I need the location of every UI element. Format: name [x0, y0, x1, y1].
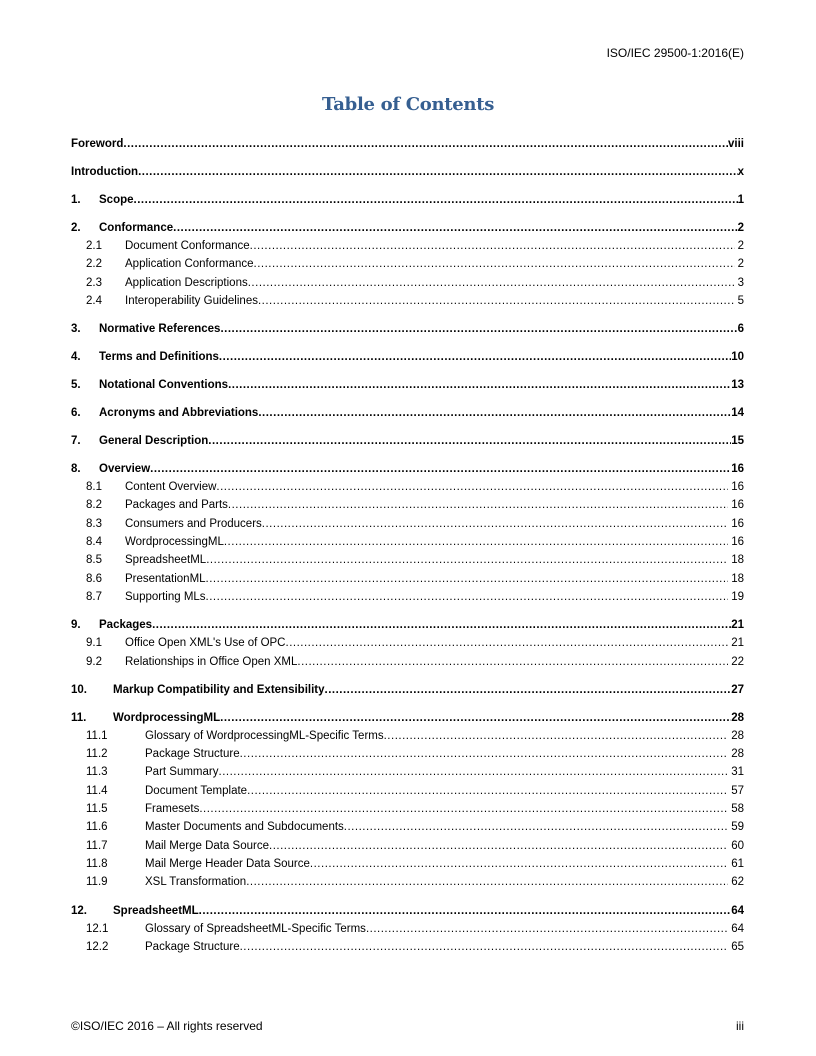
dot-leader [216, 478, 728, 496]
toc-entry-number: 8.2 [86, 499, 102, 512]
toc-subentry[interactable] [71, 634, 744, 652]
toc-entry[interactable] [71, 320, 744, 338]
toc-subentry[interactable] [71, 551, 744, 569]
toc-entry-title: Conformance [99, 222, 174, 234]
dot-leader [206, 570, 729, 588]
toc-entry-number: 11.2 [86, 748, 108, 761]
toc-entry-page: 65 [731, 940, 744, 953]
toc-entry-title: Consumers and Producers [125, 517, 262, 530]
page-footer [71, 1019, 744, 1033]
toc-entry-number: 4. [71, 351, 81, 364]
toc-entry-page: 28 [731, 711, 744, 724]
toc-entry-number: 11.1 [86, 729, 108, 742]
dot-leader [206, 588, 729, 606]
toc-entry[interactable] [71, 616, 744, 634]
dot-leader [240, 745, 729, 763]
toc-subentry[interactable] [71, 938, 744, 956]
toc-entry-page: 31 [731, 766, 744, 779]
toc-entry-number: 2. [71, 222, 81, 234]
toc-entry-number: 8. [71, 463, 81, 476]
toc-entry-title: Package Structure [145, 940, 240, 953]
toc-entry-number: 8.1 [86, 481, 102, 494]
dot-leader [286, 634, 729, 652]
toc-entry-page: 21 [731, 619, 744, 632]
toc-entry-title: Introduction [71, 166, 139, 178]
toc-subentry[interactable] [71, 855, 744, 873]
toc-entry-page: 16 [731, 536, 744, 549]
toc-subentry[interactable] [71, 800, 744, 818]
toc-entry-title: Mail Merge Header Data Source [145, 857, 310, 870]
dot-leader [150, 460, 731, 478]
dot-leader [269, 837, 728, 855]
toc-entry-number: 11.5 [86, 803, 108, 816]
toc-entry-page: 5 [737, 294, 744, 307]
dot-leader [366, 920, 728, 938]
toc-entry-title: Document Conformance [125, 240, 250, 252]
toc-entry-title: Framesets [145, 803, 200, 816]
dot-leader [228, 496, 728, 514]
toc-entry-page: 16 [731, 463, 744, 476]
toc-subentry[interactable] [71, 745, 744, 763]
toc-entry-number: 2.3 [86, 276, 102, 289]
toc-entry-title: Application Conformance [125, 258, 254, 271]
dot-leader [310, 855, 728, 873]
toc-entry-number: 3. [71, 323, 81, 336]
toc-entry[interactable] [71, 376, 744, 394]
toc-entry-page: 18 [731, 572, 744, 585]
toc-entry-page: viii [728, 138, 744, 150]
toc-entry-page: 13 [731, 379, 744, 392]
toc-entry-page: 6 [737, 323, 744, 336]
toc-subentry[interactable] [71, 478, 744, 496]
toc-entry-title: Master Documents and Subdocuments [145, 821, 344, 834]
toc-subentry[interactable] [71, 763, 744, 781]
dot-leader [134, 191, 738, 209]
toc-subentry[interactable] [71, 818, 744, 836]
toc-entry-title: Foreword [71, 138, 124, 150]
toc-subentry[interactable] [71, 588, 744, 606]
dot-leader [344, 818, 728, 836]
toc-entry-number: 11.7 [86, 839, 108, 852]
toc-entry-page: 15 [731, 435, 744, 448]
toc-entry-number: 9.1 [86, 637, 102, 650]
toc-entry-page: 16 [731, 481, 744, 494]
toc-entry-number: 8.4 [86, 536, 102, 549]
toc-entry[interactable] [71, 219, 744, 237]
dot-leader [325, 681, 732, 699]
toc-entry-page: 21 [731, 637, 744, 650]
toc-entry-title: Glossary of SpreadsheetML-Specific Terms [145, 922, 366, 935]
toc-entry-page: 3 [737, 276, 744, 289]
dot-leader [173, 219, 737, 237]
dot-leader [240, 938, 729, 956]
toc-entry-page: x [737, 166, 744, 178]
toc-entry-page: 28 [731, 748, 744, 761]
toc-entry-title: Glossary of WordprocessingML-Specific Terms [145, 729, 384, 742]
toc-subentry[interactable] [71, 653, 744, 671]
toc-entry-title: Scope [99, 194, 134, 206]
dot-leader [219, 348, 731, 366]
dot-leader [224, 533, 728, 551]
toc-subentry[interactable] [71, 782, 744, 800]
dot-leader [258, 292, 735, 310]
toc-entry-page: 57 [731, 784, 744, 797]
toc-entry-title: Application Descriptions [125, 276, 248, 289]
toc-entry-title: PresentationML [125, 572, 206, 585]
toc-subentry[interactable] [71, 533, 744, 551]
table-of-contents [71, 135, 744, 956]
toc-subentry[interactable] [71, 920, 744, 938]
dot-leader [138, 163, 738, 181]
toc-entry-number: 11.6 [86, 821, 108, 834]
toc-subentry[interactable] [71, 837, 744, 855]
toc-entry-number: 11.8 [86, 857, 108, 870]
toc-entry-page: 2 [737, 222, 744, 234]
dot-leader [123, 135, 728, 153]
toc-entry-title: Overview [99, 463, 151, 476]
toc-entry-number: 8.3 [86, 517, 102, 530]
toc-entry-page: 64 [731, 904, 744, 917]
toc-subentry[interactable] [71, 727, 744, 745]
toc-entry-page: 2 [737, 240, 744, 252]
dot-leader [258, 404, 731, 422]
toc-entry-title: XSL Transformation [145, 876, 247, 889]
toc-subentry[interactable] [71, 873, 744, 891]
toc-entry-number: 8.5 [86, 554, 102, 567]
toc-entry-page: 14 [731, 407, 744, 420]
toc-entry-title: Content Overview [125, 481, 217, 494]
toc-entry-title: Notational Conventions [99, 379, 229, 392]
toc-entry-number: 12. [71, 904, 87, 917]
toc-entry-number: 9.2 [86, 655, 102, 668]
toc-entry[interactable] [71, 460, 744, 478]
dot-leader [248, 274, 735, 292]
toc-entry[interactable] [71, 163, 744, 181]
toc-entry[interactable] [71, 191, 744, 209]
toc-entry-number: 11.9 [86, 876, 108, 889]
toc-entry-number: 11.4 [86, 784, 108, 797]
toc-entry-number: 2.1 [86, 240, 102, 252]
toc-entry-title: Supporting MLs [125, 590, 206, 603]
dot-leader [228, 376, 731, 394]
toc-subentry[interactable] [71, 292, 744, 310]
dot-leader [250, 237, 735, 255]
toc-entry-title: Mail Merge Data Source [145, 839, 269, 852]
toc-entry-page: 10 [731, 351, 744, 364]
page-title: Table of Contents [321, 94, 495, 115]
toc-entry-title: Terms and Definitions [99, 351, 219, 364]
dot-leader [199, 902, 732, 920]
toc-entry-page: 1 [737, 194, 744, 206]
toc-entry-number: 7. [71, 435, 81, 448]
toc-entry-title: WordprocessingML [125, 536, 224, 549]
toc-entry-number: 12.2 [86, 940, 109, 953]
dot-leader [220, 709, 731, 727]
toc-entry-page: 27 [731, 683, 744, 696]
toc-entry-page: 16 [731, 517, 744, 530]
toc-entry-title: Document Template [145, 784, 248, 797]
toc-entry-page: 60 [731, 839, 744, 852]
toc-subentry[interactable] [71, 237, 744, 255]
toc-entry-title: Interoperability Guidelines [125, 294, 258, 307]
toc-entry-title: WordprocessingML [113, 711, 221, 724]
toc-entry-number: 1. [71, 194, 81, 206]
copyright-notice: ©ISO/IEC 2016 – All rights reserved [71, 1019, 263, 1033]
toc-entry-number: 10. [71, 683, 87, 696]
toc-entry[interactable] [71, 902, 744, 920]
toc-entry-number: 5. [71, 379, 81, 392]
toc-entry[interactable] [71, 404, 744, 422]
toc-entry-title: Part Summary [145, 766, 219, 779]
toc-entry-number: 8.7 [86, 590, 102, 603]
toc-entry-title: Relationships in Office Open XML [125, 655, 298, 668]
toc-subentry[interactable] [71, 570, 744, 588]
toc-entry-page: 22 [731, 655, 744, 668]
toc-entry[interactable] [71, 432, 744, 450]
toc-entry-title: Office Open XML's Use of OPC [125, 637, 286, 650]
toc-entry-number: 8.6 [86, 572, 102, 585]
toc-entry-number: 9. [71, 619, 81, 632]
toc-entry-title: Acronyms and Abbreviations [99, 407, 259, 420]
toc-subentry[interactable] [71, 496, 744, 514]
toc-entry-page: 58 [731, 803, 744, 816]
toc-entry-page: 16 [731, 499, 744, 512]
toc-entry-title: General Description [99, 435, 209, 448]
toc-subentry[interactable] [71, 255, 744, 273]
dot-leader [246, 873, 728, 891]
toc-entry-number: 2.4 [86, 294, 102, 307]
dot-leader [208, 432, 731, 450]
dot-leader [247, 782, 728, 800]
dot-leader [384, 727, 729, 745]
dot-leader [199, 800, 728, 818]
toc-entry-page: 64 [731, 922, 744, 935]
toc-entry-title: Markup Compatibility and Extensibility [113, 683, 325, 696]
toc-entry-number: 12.1 [86, 922, 109, 935]
toc-entry[interactable] [71, 348, 744, 366]
toc-entry[interactable] [71, 709, 744, 727]
toc-entry-title: Packages and Parts [125, 499, 228, 512]
dot-leader [206, 551, 728, 569]
toc-entry-title: Package Structure [145, 748, 240, 761]
toc-entry-page: 18 [731, 554, 744, 567]
toc-entry-number: 6. [71, 407, 81, 420]
dot-leader [219, 763, 729, 781]
dot-leader [254, 255, 735, 273]
toc-entry-title: Normative References [99, 323, 221, 336]
toc-entry[interactable] [71, 135, 744, 153]
toc-entry-page: 2 [737, 258, 744, 271]
dot-leader [220, 320, 737, 338]
toc-entry-title: Packages [99, 619, 153, 632]
toc-entry-page: 62 [731, 876, 744, 889]
toc-entry[interactable] [71, 681, 744, 699]
toc-subentry[interactable] [71, 274, 744, 292]
page-number: iii [736, 1019, 744, 1033]
toc-entry-title: SpreadsheetML [113, 904, 199, 917]
toc-entry-page: 28 [731, 729, 744, 742]
toc-entry-title: SpreadsheetML [125, 554, 207, 567]
toc-subentry[interactable] [71, 515, 744, 533]
running-header: ISO/IEC 29500-1:2016(E) [606, 46, 744, 60]
toc-entry-number: 11. [71, 711, 87, 724]
toc-entry-number: 11.3 [86, 766, 108, 779]
dot-leader [152, 616, 731, 634]
dot-leader [297, 653, 728, 671]
toc-entry-number: 2.2 [86, 258, 102, 271]
dot-leader [262, 515, 728, 533]
toc-entry-page: 61 [731, 857, 744, 870]
toc-entry-page: 59 [731, 821, 744, 834]
toc-entry-page: 19 [731, 590, 744, 603]
